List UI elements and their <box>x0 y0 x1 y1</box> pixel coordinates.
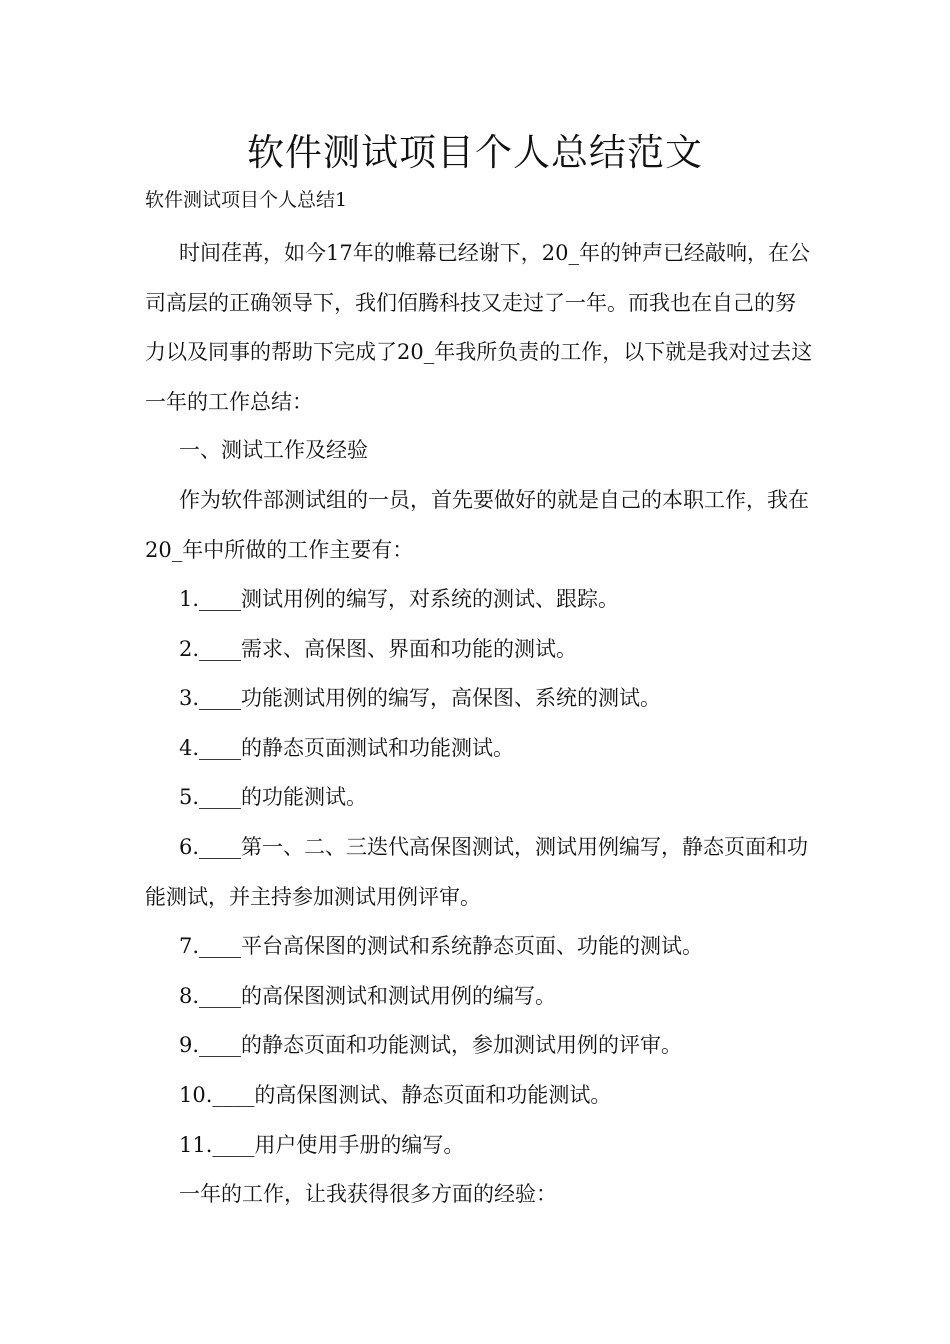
list-item: 6.____第一、二、三迭代高保图测试，测试用例编写，静态页面和功能测试，并主持参加测试用例评审。 <box>145 835 809 909</box>
document-title: 软件测试项目个人总结范文 <box>247 131 703 174</box>
list-item: 8.____的高保图测试和测试用例的编写。 <box>179 984 557 1008</box>
list-item: 2.____需求、高保图、界面和功能的测试。 <box>179 637 578 661</box>
list-item: 1.____测试用例的编写，对系统的测试、跟踪。 <box>179 587 620 611</box>
list-item: 7.____平台高保图的测试和系统静态页面、功能的测试。 <box>179 934 704 958</box>
closing-line: 一年的工作，让我获得很多方面的经验： <box>179 1182 557 1206</box>
list-item: 4.____的静态页面测试和功能测试。 <box>179 736 515 760</box>
list-item: 9.____的静态页面和功能测试，参加测试用例的评审。 <box>179 1033 683 1057</box>
intro-paragraph: 时间荏苒，如今17年的帷幕已经谢下，20_年的钟声已经敲响，在公司高层的正确领导下，我们佰腾科技又走过了一年。而我也在自己的努力以及同事的帮助下完成了20_年我所负责的工作，以下就是我对过去这一年的工作总结： <box>145 241 813 414</box>
section-paragraph: 作为软件部测试组的一员，首先要做好的就是自己的本职工作，我在20_年中所做的工作主要有： <box>145 488 809 562</box>
list-item: 10.____的高保图测试、静态页面和功能测试。 <box>179 1083 612 1107</box>
list-item: 11.____用户使用手册的编写。 <box>179 1133 465 1157</box>
list-item: 5.____的功能测试。 <box>179 785 368 809</box>
document-subtitle: 软件测试项目个人总结1 <box>145 189 348 211</box>
section-heading: 一、测试工作及经验 <box>179 438 368 462</box>
list-item: 3.____功能测试用例的编写，高保图、系统的测试。 <box>179 686 662 710</box>
